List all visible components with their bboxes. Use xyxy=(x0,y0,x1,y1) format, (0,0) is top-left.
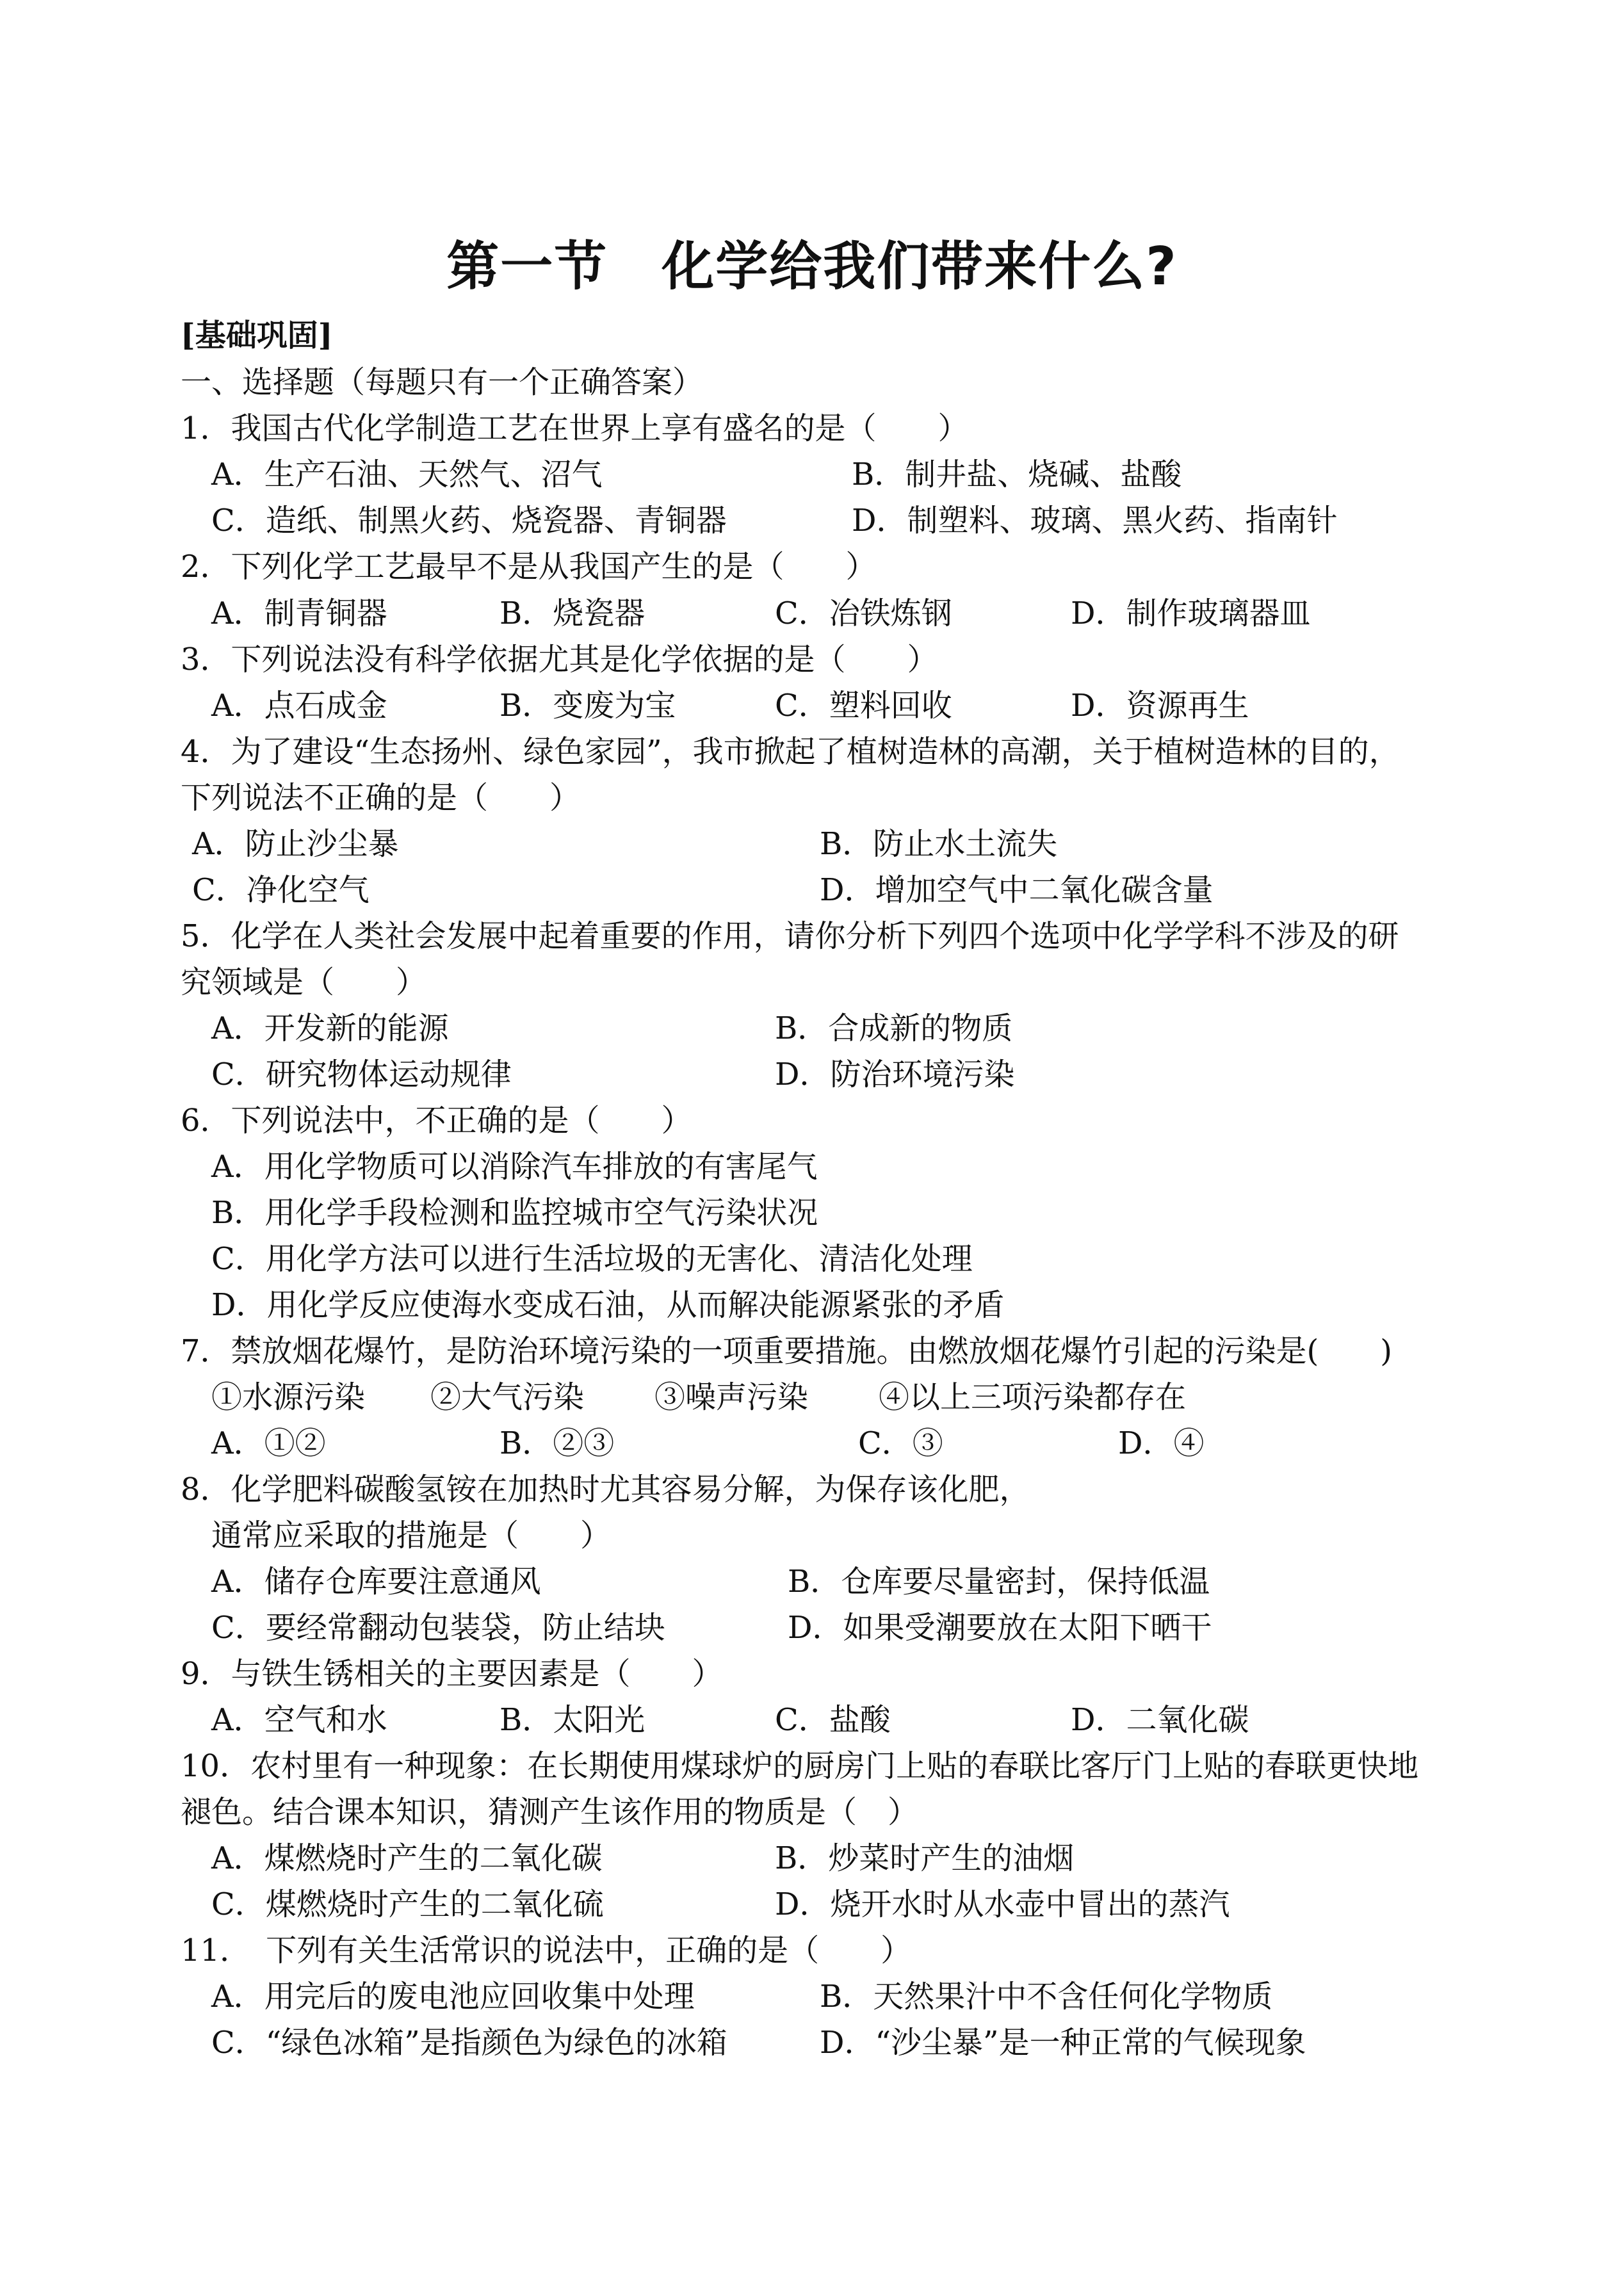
question-2-option-b: B．烧瓷器 xyxy=(499,596,646,631)
question-9-stem: 9．与铁生锈相关的主要因素是（ ） xyxy=(181,1656,723,1692)
question-7-option-c: C．③ xyxy=(858,1425,943,1461)
question-2-option-a: A．制青铜器 xyxy=(211,596,387,631)
question-4-option-a: A．防止沙尘暴 xyxy=(192,826,399,862)
question-8-stem-line-2: 通常应采取的措施是（ ） xyxy=(211,1518,612,1553)
question-4-stem-line-1: 4．为了建设“生态扬州、绿色家园”，我市掀起了植树造林的高潮，关于植树造林的目的， xyxy=(181,734,1400,770)
question-6-stem: 6．下列说法中，不正确的是（ ） xyxy=(181,1103,692,1139)
question-7-item-2: ②大气污染 xyxy=(430,1379,585,1415)
part-heading: 一、选择题（每题只有一个正确答案） xyxy=(181,364,704,400)
question-7-item-4: ④以上三项污染都存在 xyxy=(879,1379,1187,1415)
question-3-option-c: C．塑料回收 xyxy=(775,688,952,724)
question-9-option-c: C．盐酸 xyxy=(775,1702,891,1738)
question-10-option-b: B．炒菜时产生的油烟 xyxy=(775,1840,1075,1876)
question-10-option-c: C．煤燃烧时产生的二氧化硫 xyxy=(211,1886,604,1922)
question-6-option-c: C．用化学方法可以进行生活垃圾的无害化、清洁化处理 xyxy=(211,1241,973,1277)
question-11-option-b: B．天然果汁中不含任何化学物质 xyxy=(820,1979,1273,2015)
question-5-stem-line-1: 5．化学在人类社会发展中起着重要的作用，请你分析下列四个选项中化学学科不涉及的研 xyxy=(181,918,1399,954)
question-10-option-d: D．烧开水时从水壶中冒出的蒸汽 xyxy=(775,1886,1230,1922)
question-3-option-d: D．资源再生 xyxy=(1071,688,1249,724)
question-8-option-c: C．要经常翻动包装袋，防止结块 xyxy=(211,1610,665,1646)
question-8-option-a: A．储存仓库要注意通风 xyxy=(211,1564,541,1600)
question-7-stem: 7．禁放烟花爆竹，是防治环境污染的一项重要措施。由燃放烟花爆竹引起的污染是( ) xyxy=(181,1333,1392,1369)
question-10-stem-line-1: 10．农村里有一种现象：在长期使用煤球炉的厨房门上贴的春联比客厅门上贴的春联更快地 xyxy=(181,1748,1419,1784)
question-2-option-d: D．制作玻璃器皿 xyxy=(1071,596,1311,631)
question-7-option-a: A．①② xyxy=(211,1425,326,1461)
question-1-option-c: C．造纸、制黑火药、烧瓷器、青铜器 xyxy=(211,503,727,539)
question-11-option-d: D．“沙尘暴”是一种正常的气候现象 xyxy=(820,2025,1306,2061)
question-7-option-d: D．④ xyxy=(1118,1425,1205,1461)
question-4-option-c: C．净化空气 xyxy=(192,872,369,908)
question-7-item-1: ①水源污染 xyxy=(211,1379,366,1415)
question-1-option-d: D．制塑料、玻璃、黑火药、指南针 xyxy=(852,503,1338,539)
section-heading: [基础巩固] xyxy=(181,318,333,353)
question-1-option-b: B．制井盐、烧碱、盐酸 xyxy=(852,457,1182,492)
question-5-option-d: D．防治环境污染 xyxy=(775,1057,1015,1092)
question-11-option-a: A．用完后的废电池应回收集中处理 xyxy=(211,1979,695,2015)
question-9-option-b: B．太阳光 xyxy=(499,1702,646,1738)
question-3-option-b: B．变废为宝 xyxy=(499,688,676,724)
question-10-option-a: A．煤燃烧时产生的二氧化碳 xyxy=(211,1840,603,1876)
question-8-option-b: B．仓库要尽量密封，保持低温 xyxy=(788,1564,1210,1600)
question-5-option-c: C．研究物体运动规律 xyxy=(211,1057,512,1092)
question-8-option-d: D．如果受潮要放在太阳下晒干 xyxy=(788,1610,1212,1646)
question-11-stem: 11． 下列有关生活常识的说法中，正确的是（ ） xyxy=(181,1933,912,1968)
question-9-option-d: D．二氧化碳 xyxy=(1071,1702,1249,1738)
question-6-option-d: D．用化学反应使海水变成石油，从而解决能源紧张的矛盾 xyxy=(211,1287,1005,1323)
question-5-option-b: B．合成新的物质 xyxy=(775,1010,1013,1046)
question-5-option-a: A．开发新的能源 xyxy=(211,1010,449,1046)
question-8-stem-line-1: 8．化学肥料碳酸氢铵在加热时尤其容易分解，为保存该化肥， xyxy=(181,1472,1030,1507)
question-6-option-b: B．用化学手段检测和监控城市空气污染状况 xyxy=(211,1195,818,1231)
question-3-stem: 3．下列说法没有科学依据尤其是化学依据的是（ ） xyxy=(181,642,938,677)
question-2-option-c: C．冶铁炼钢 xyxy=(775,596,952,631)
page-title: 第一节 化学给我们带来什么? xyxy=(446,236,1178,297)
question-10-stem-line-2: 褪色。结合课本知识，猜测产生该作用的物质是（ ） xyxy=(181,1794,919,1830)
question-4-option-b: B．防止水土流失 xyxy=(820,826,1058,862)
question-2-stem: 2．下列化学工艺最早不是从我国产生的是（ ） xyxy=(181,549,877,585)
question-4-stem-line-2: 下列说法不正确的是（ ） xyxy=(181,780,581,816)
question-7-option-b: B．②③ xyxy=(499,1425,615,1461)
question-4-option-d: D．增加空气中二氧化碳含量 xyxy=(820,872,1214,908)
question-7-item-3: ③噪声污染 xyxy=(654,1379,809,1415)
question-1-option-a: A．生产石油、天然气、沼气 xyxy=(211,457,603,492)
question-3-option-a: A．点石成金 xyxy=(211,688,387,724)
question-11-option-c: C．“绿色冰箱”是指颜色为绿色的冰箱 xyxy=(211,2025,727,2061)
question-9-option-a: A．空气和水 xyxy=(211,1702,387,1738)
question-5-stem-line-2: 究领域是（ ） xyxy=(181,964,427,1000)
question-6-option-a: A．用化学物质可以消除汽车排放的有害尾气 xyxy=(211,1149,818,1185)
question-1-stem: 1．我国古代化学制造工艺在世界上享有盛名的是（ ） xyxy=(181,410,969,446)
